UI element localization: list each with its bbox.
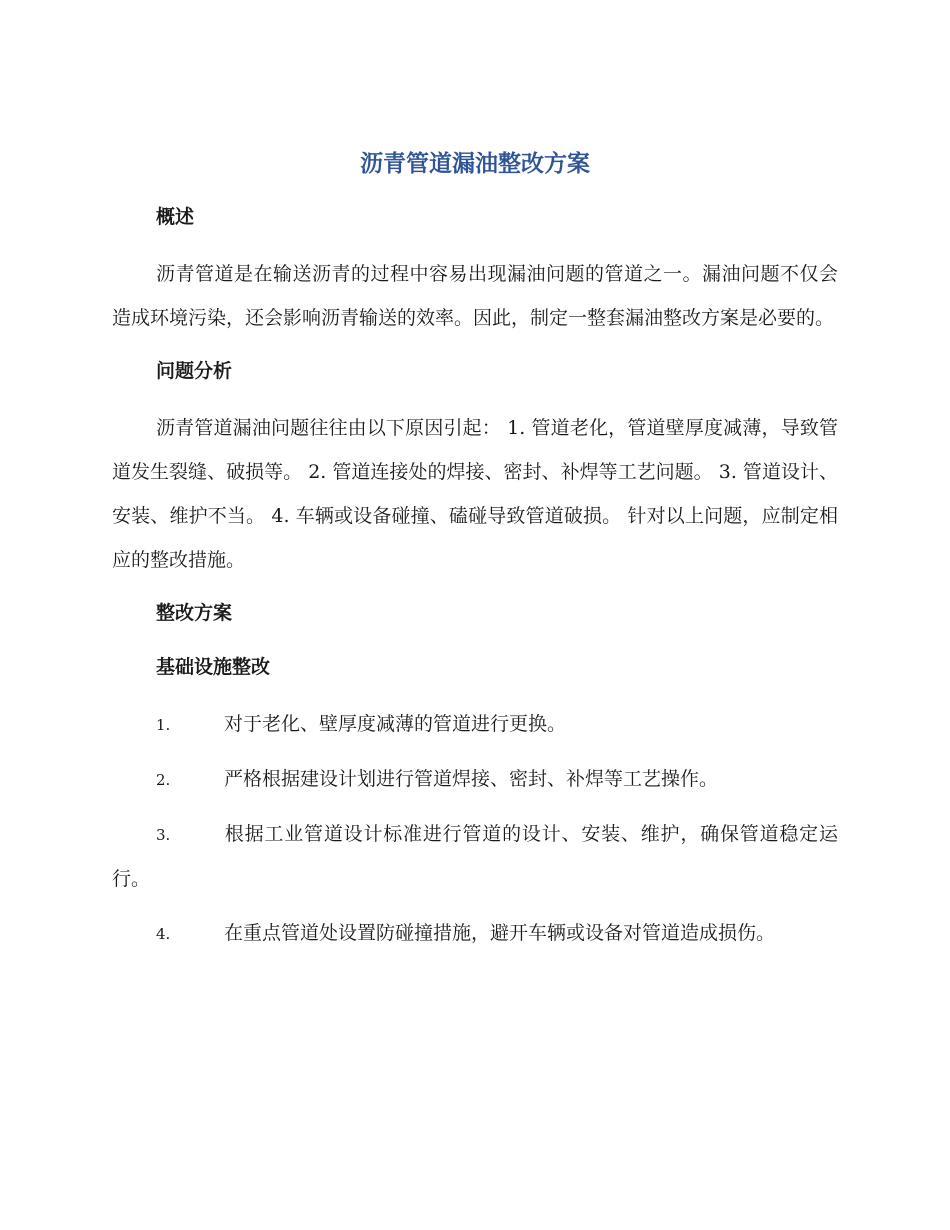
- section-heading-overview: 概述: [156, 206, 195, 228]
- section-heading-plan: 整改方案: [156, 602, 233, 624]
- list-item-number: 1.: [156, 716, 171, 734]
- list-item: [112, 911, 838, 956]
- document-page: [112, 140, 838, 966]
- section-heading-analysis: 问题分析: [156, 360, 233, 382]
- list-item: [112, 702, 838, 747]
- document-title: 沥青管道漏油整改方案: [360, 151, 590, 177]
- list-item-number: 3.: [156, 826, 171, 844]
- list-item-text: 严格根据建设计划进行管道焊接、密封、补焊等工艺操作。: [224, 768, 719, 790]
- overview-paragraph: 沥青管道是在输送沥青的过程中容易出现漏油问题的管道之一。漏油问题不仅会造成环境污染，还会影响沥青输送的效率。因此，制定一整套漏油整改方案是必要的。: [112, 263, 838, 329]
- analysis-paragraph: 沥青管道漏油问题往往由以下原因引起： 1. 管道老化，管道壁厚度减薄，导致管道发生裂缝、破损等。 2. 管道连接处的焊接、密封、补焊等工艺问题。 3. 管道设计、安装、维护不当。 4. 车辆或设备碰撞、磕碰导致管道破损。 针对以上问题，应制定相应的整改措施。: [112, 417, 838, 571]
- list-item-text: 根据工业管道设计标准进行管道的设计、安装、维护，确保管道稳定运行。: [112, 823, 838, 890]
- list-item: [112, 757, 838, 802]
- section-heading-infrastructure: 基础设施整改: [156, 656, 271, 678]
- list-item-text: 在重点管道处设置防碰撞措施，避开车辆或设备对管道造成损伤。: [224, 922, 776, 944]
- list-item-number: 2.: [156, 771, 171, 789]
- list-item-number: 4.: [156, 925, 171, 943]
- list-item-text: 对于老化、壁厚度减薄的管道进行更换。: [224, 713, 567, 735]
- list-item: [112, 812, 838, 901]
